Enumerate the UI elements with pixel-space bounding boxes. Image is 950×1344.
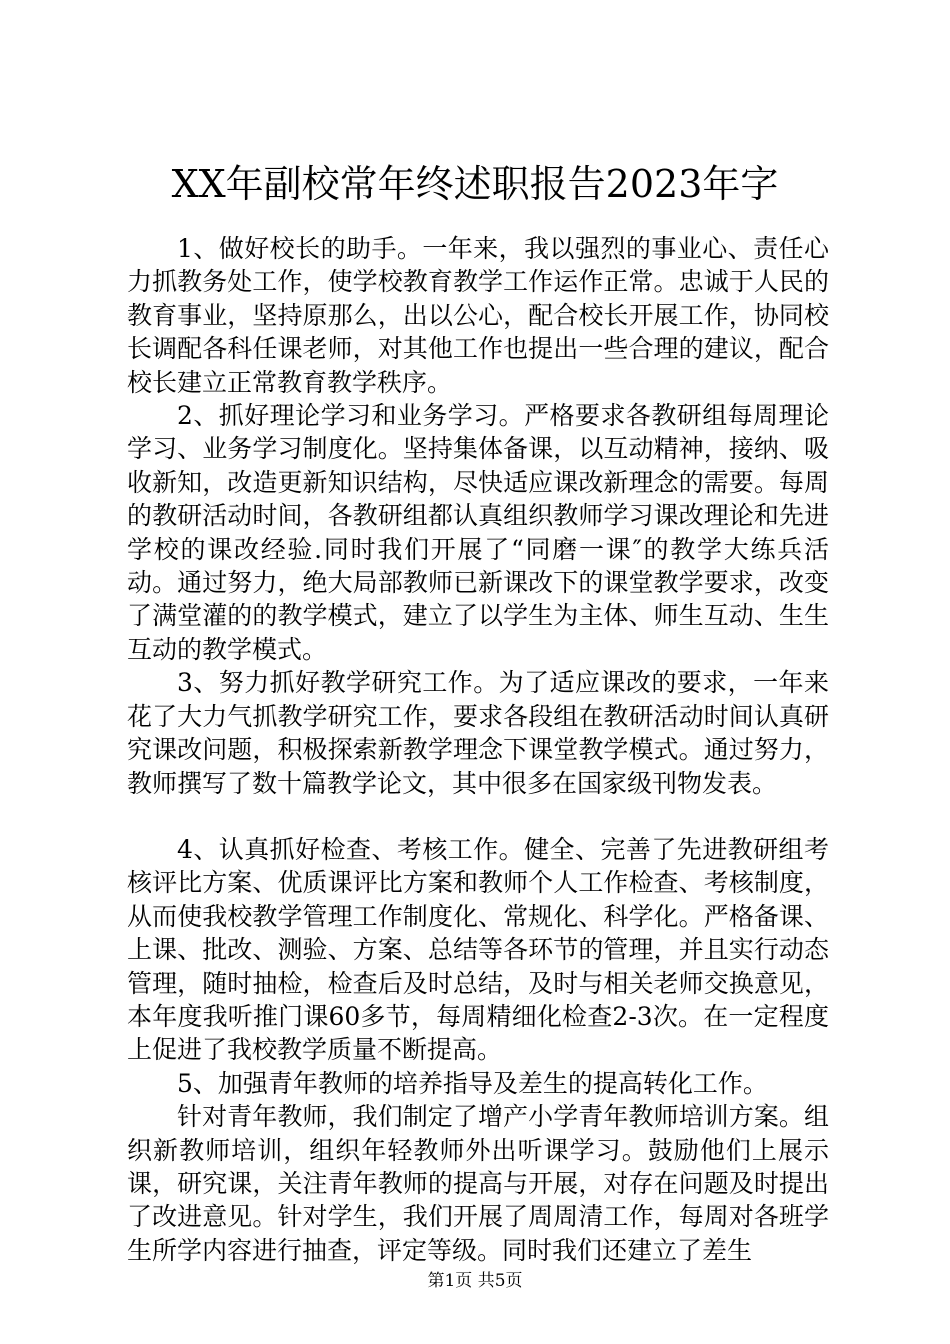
paragraph-1: 1、做好校长的助手。一年来，我以强烈的事业心、责任心力抓教务处工作，使学校教育教学工作运作正常。忠诚于人民的教育事业，坚持原那么，出以公心，配合校长开展工作，协同校长调配各科任课老师，对其他工作也提出一些合理的建议，配合校长建立正常教育教学秩序。: [127, 234, 829, 397]
paragraph-3: 3、努力抓好教学研究工作。为了适应课改的要求，一年来花了大力气抓教学研究工作，要求各段组在教研活动时间认真研究课改问题，积极探索新教学理念下课堂教学模式。通过努力，教师撰写了数十篇教学论文，其中很多在国家级刊物发表。: [127, 668, 829, 798]
paragraph-2: 2、抓好理论学习和业务学习。严格要求各教研组每周理论学习、业务学习制度化。坚持集体备课，以互动精神，接纳、吸收新知，改造更新知识结构，尽快适应课改新理念的需要。每周的教研活动时间，各教研组都认真组织教师学习课改理论和先进学校的课改经验.同时我们开展了“同磨一课″的教学大练兵活动。通过努力，绝大局部教师已新课改下的课堂教学要求，改变了满堂灌的的教学模式，建立了以学生为主体、师生互动、生生互动的教学模式。: [127, 401, 829, 664]
page-number-footer: 第1页 共5页: [427, 1271, 523, 1291]
paragraph-5: 5、加强青年教师的培养指导及差生的提高转化工作。: [177, 1068, 768, 1098]
paragraph-4: 4、认真抓好检查、考核工作。健全、完善了先进教研组考核评比方案、优质课评比方案和教师个人工作检查、考核制度，从而使我校教学管理工作制度化、常规化、科学化。严格备课、上课、批改、测验、方案、总结等各环节的管理，并且实行动态管理，随时抽检，检查后及时总结，及时与相关老师交换意见，本年度我听推门课60多节，每周精细化检查2-3次。在一定程度上促进了我校教学质量不断提高。: [127, 834, 829, 1065]
paragraph-6: 针对青年教师，我们制定了增产小学青年教师培训方案。组织新教师培训，组织年轻教师外出听课学习。鼓励他们上展示课，研究课，关注青年教师的提高与开展，对存在问题及时提出了改进意见。针对学生，我们开展了周周清工作，每周对各班学生所学内容进行抽查，评定等级。同时我们还建立了差生: [127, 1102, 829, 1265]
document-body: [127, 232, 829, 1267]
document-title: XX年副校常年终述职报告2023年字: [171, 162, 779, 206]
